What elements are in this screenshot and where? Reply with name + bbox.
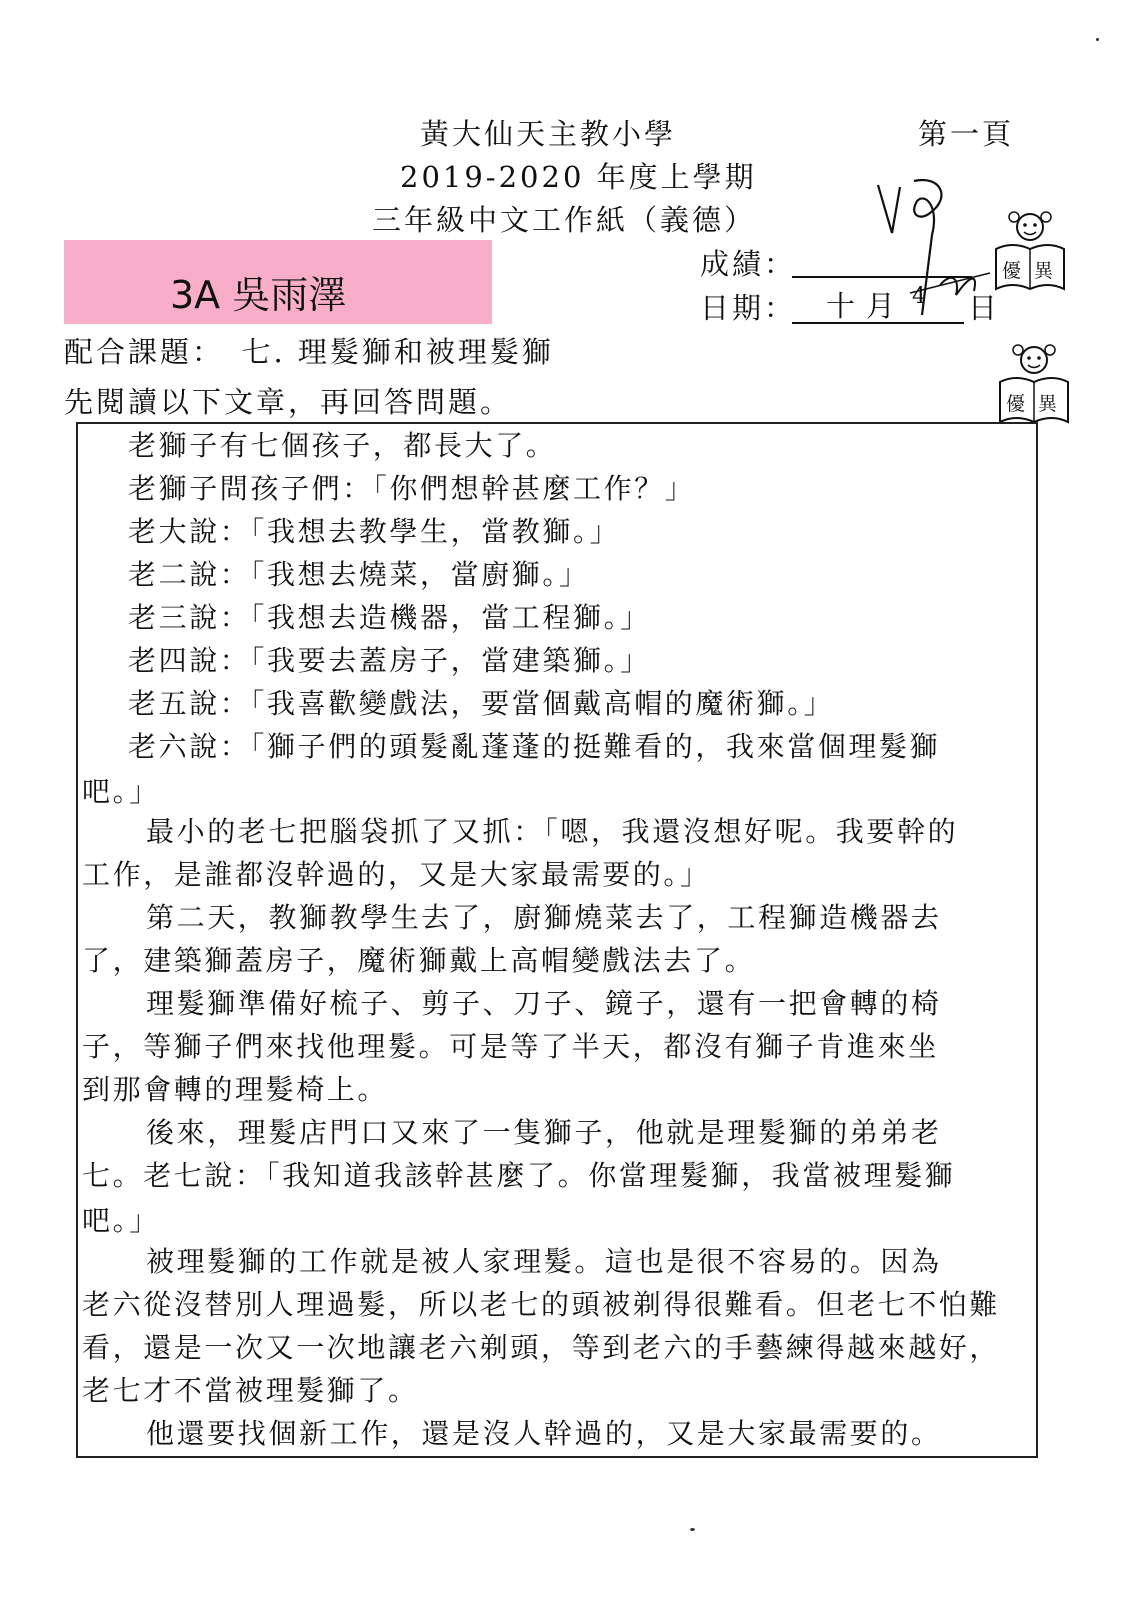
scan-speck — [1096, 38, 1099, 41]
story-line: 他還要找個新工作，還是沒人幹過的，又是大家最需要的。 — [146, 1417, 942, 1450]
story-line: 老獅子有七個孩子，都長大了。 — [128, 429, 557, 462]
stamp-text-right: 異 — [1034, 260, 1054, 282]
story-line: 老獅子問孩子們：「你們想幹甚麼工作？」 — [128, 472, 696, 505]
story-line: 被理髮獅的工作就是被人家理髮。這也是很不容易的。因為 — [146, 1245, 942, 1278]
date-label: 日期： — [700, 291, 797, 325]
excellent-stamp-icon — [994, 338, 1074, 428]
school-name: 黃大仙天主教小學 — [420, 117, 677, 151]
excellent-stamp-icon — [990, 205, 1070, 295]
term-title: 2019-2020 年度上學期 — [400, 160, 757, 194]
story-line: 老六從沒替別人理過髮，所以老七的頭被剃得很難看。但老七不怕難 — [82, 1288, 1001, 1321]
date-day-label: 日 — [968, 291, 998, 325]
stamp-text-right: 異 — [1038, 393, 1058, 415]
story-line: 老六說：「獅子們的頭髮亂蓬蓬的挺難看的，我來當個理髮獅 — [128, 730, 941, 763]
story-line: 老四說：「我要去蓋房子，當建築獅。」 — [128, 644, 651, 677]
story-line: 老五說：「我喜歡變戲法，要當個戴高帽的魔術獅。」 — [128, 687, 835, 720]
story-line: 最小的老七把腦袋抓了又抓：「嗯，我還沒想好呢。我要幹的 — [146, 815, 959, 848]
teacher-signature — [870, 175, 1000, 325]
stamp-text-left: 優 — [1006, 393, 1026, 415]
story-line: 老二說：「我想去燒菜，當廚獅。」 — [128, 558, 590, 591]
date-month-value: 十 — [826, 289, 856, 323]
date-day-value: 4 — [912, 284, 926, 309]
grade-label: 成績： — [700, 247, 797, 281]
instruction-text: 先閱讀以下文章，再回答問題。 — [64, 385, 513, 419]
story-line: 七。老七說：「我知道我該幹甚麼了。你當理髮獅，我當被理髮獅 — [82, 1159, 956, 1192]
story-line: 看，還是一次又一次地讓老六剃頭，等到老六的手藝練得越來越好， — [82, 1331, 1001, 1364]
page-number: 第一頁 — [918, 117, 1015, 151]
student-name: 3A 吳雨澤 — [170, 273, 347, 317]
story-line: 後來，理髮店門口又來了一隻獅子，他就是理髮獅的弟弟老 — [146, 1116, 942, 1149]
lesson-topic: 配合課題： 七. 理髮獅和被理髮獅 — [64, 335, 554, 369]
story-line: 第二天，教獅教學生去了，廚獅燒菜去了，工程獅造機器去 — [146, 901, 942, 934]
story-line: 到那會轉的理髮椅上。 — [82, 1073, 389, 1106]
story-line: 吧。」 — [82, 1204, 160, 1237]
scan-speck — [690, 1528, 695, 1531]
date-month-label: 月 — [866, 289, 896, 323]
story-line: 老三說：「我想去造機器，當工程獅。」 — [128, 601, 651, 634]
worksheet-title: 三年級中文工作紙（義德） — [372, 203, 757, 237]
story-line: 吧。」 — [82, 775, 160, 808]
story-line: 老七才不當被理髮獅了。 — [82, 1374, 419, 1407]
story-line: 老大說：「我想去教學生，當教獅。」 — [128, 515, 621, 548]
story-line: 子，等獅子們來找他理髮。可是等了半天，都沒有獅子肯進來坐 — [82, 1030, 939, 1063]
story-line: 工作，是誰都沒幹過的，又是大家最需要的。」 — [82, 858, 711, 891]
story-line: 理髮獅準備好梳子、剪子、刀子、鏡子，還有一把會轉的椅 — [146, 987, 942, 1020]
stamp-text-left: 優 — [1002, 260, 1022, 282]
story-line: 了，建築獅蓋房子，魔術獅戴上高帽變戲法去了。 — [82, 944, 756, 977]
